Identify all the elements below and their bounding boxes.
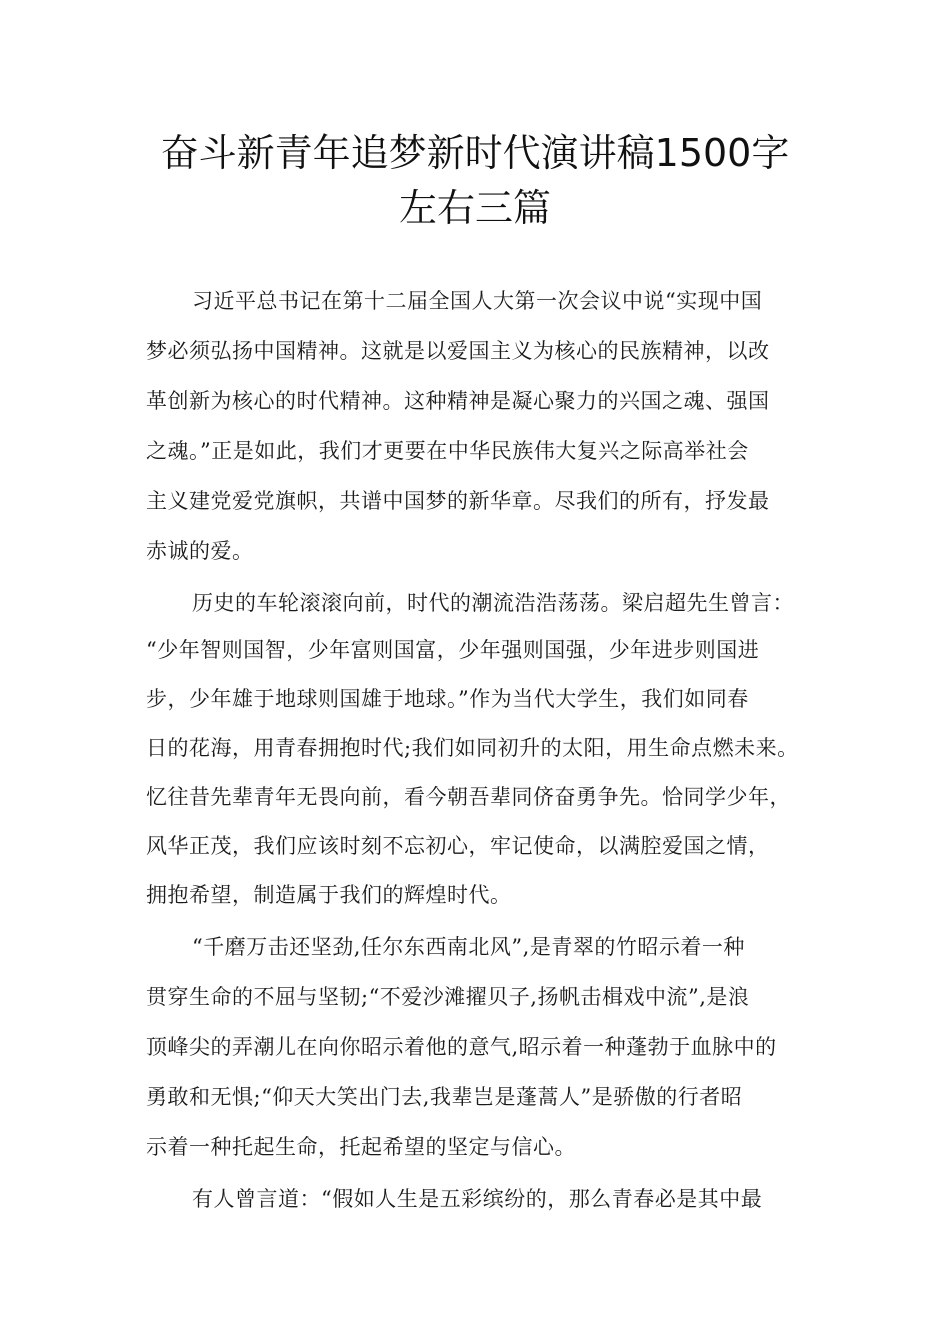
body-line: 主义建党爱党旗帜，共谱中国梦的新华章。尽我们的所有，抒发最	[146, 489, 770, 513]
body-line: 赤诚的爱。	[146, 539, 254, 563]
body-line: 步，少年雄于地球则国雄于地球。”作为当代大学生，我们如同春	[146, 687, 749, 711]
body-line: 示着一种托起生命，托起希望的坚定与信心。	[146, 1135, 576, 1159]
body-line: 之魂。”正是如此，我们才更要在中华民族伟大复兴之际高举社会	[146, 439, 749, 463]
document-title-line-2: 左右三篇	[398, 186, 551, 230]
body-line: 有人曾言道：“假如人生是五彩缤纷的，那么青春必是其中最	[192, 1187, 763, 1211]
document-title-line-1: 奋斗新青年追梦新时代演讲稿1500字	[160, 131, 790, 175]
body-line: 革创新为核心的时代精神。这种精神是凝心聚力的兴国之魂、强国	[146, 389, 770, 413]
body-line: “少年智则国智，少年富则国富，少年强则国强，少年进步则国进	[146, 638, 760, 662]
body-line: 勇敢和无惧;“仰天大笑出门去,我辈岂是蓬蒿人”是骄傲的行者昭	[146, 1085, 743, 1109]
body-line: 顶峰尖的弄潮儿在向你昭示着他的意气,昭示着一种蓬勃于血脉中的	[146, 1035, 777, 1059]
body-line: 风华正茂，我们应该时刻不忘初心，牢记使命，以满腔爱国之情，	[146, 834, 770, 858]
body-line: 习近平总书记在第十二届全国人大第一次会议中说“实现中国	[192, 289, 763, 313]
body-line: 忆往昔先辈青年无畏向前，看今朝吾辈同侪奋勇争先。恰同学少年，	[146, 785, 791, 809]
body-line: 拥抱希望，制造属于我们的辉煌时代。	[146, 883, 512, 907]
body-line: “千磨万击还坚劲,任尔东西南北风”,是青翠的竹昭示着一种	[192, 935, 745, 959]
body-line: 贯穿生命的不屈与坚韧;“不爱沙滩擢贝子,扬帆击楫戏中流”,是浪	[146, 985, 750, 1009]
body-line: 日的花海，用青春拥抱时代;我们如同初升的太阳，用生命点燃未来。	[146, 736, 799, 760]
body-line: 梦必须弘扬中国精神。这就是以爱国主义为核心的民族精神，以改	[146, 339, 770, 363]
body-line: 历史的车轮滚滚向前，时代的潮流浩浩荡荡。梁启超先生曾言：	[192, 591, 794, 615]
